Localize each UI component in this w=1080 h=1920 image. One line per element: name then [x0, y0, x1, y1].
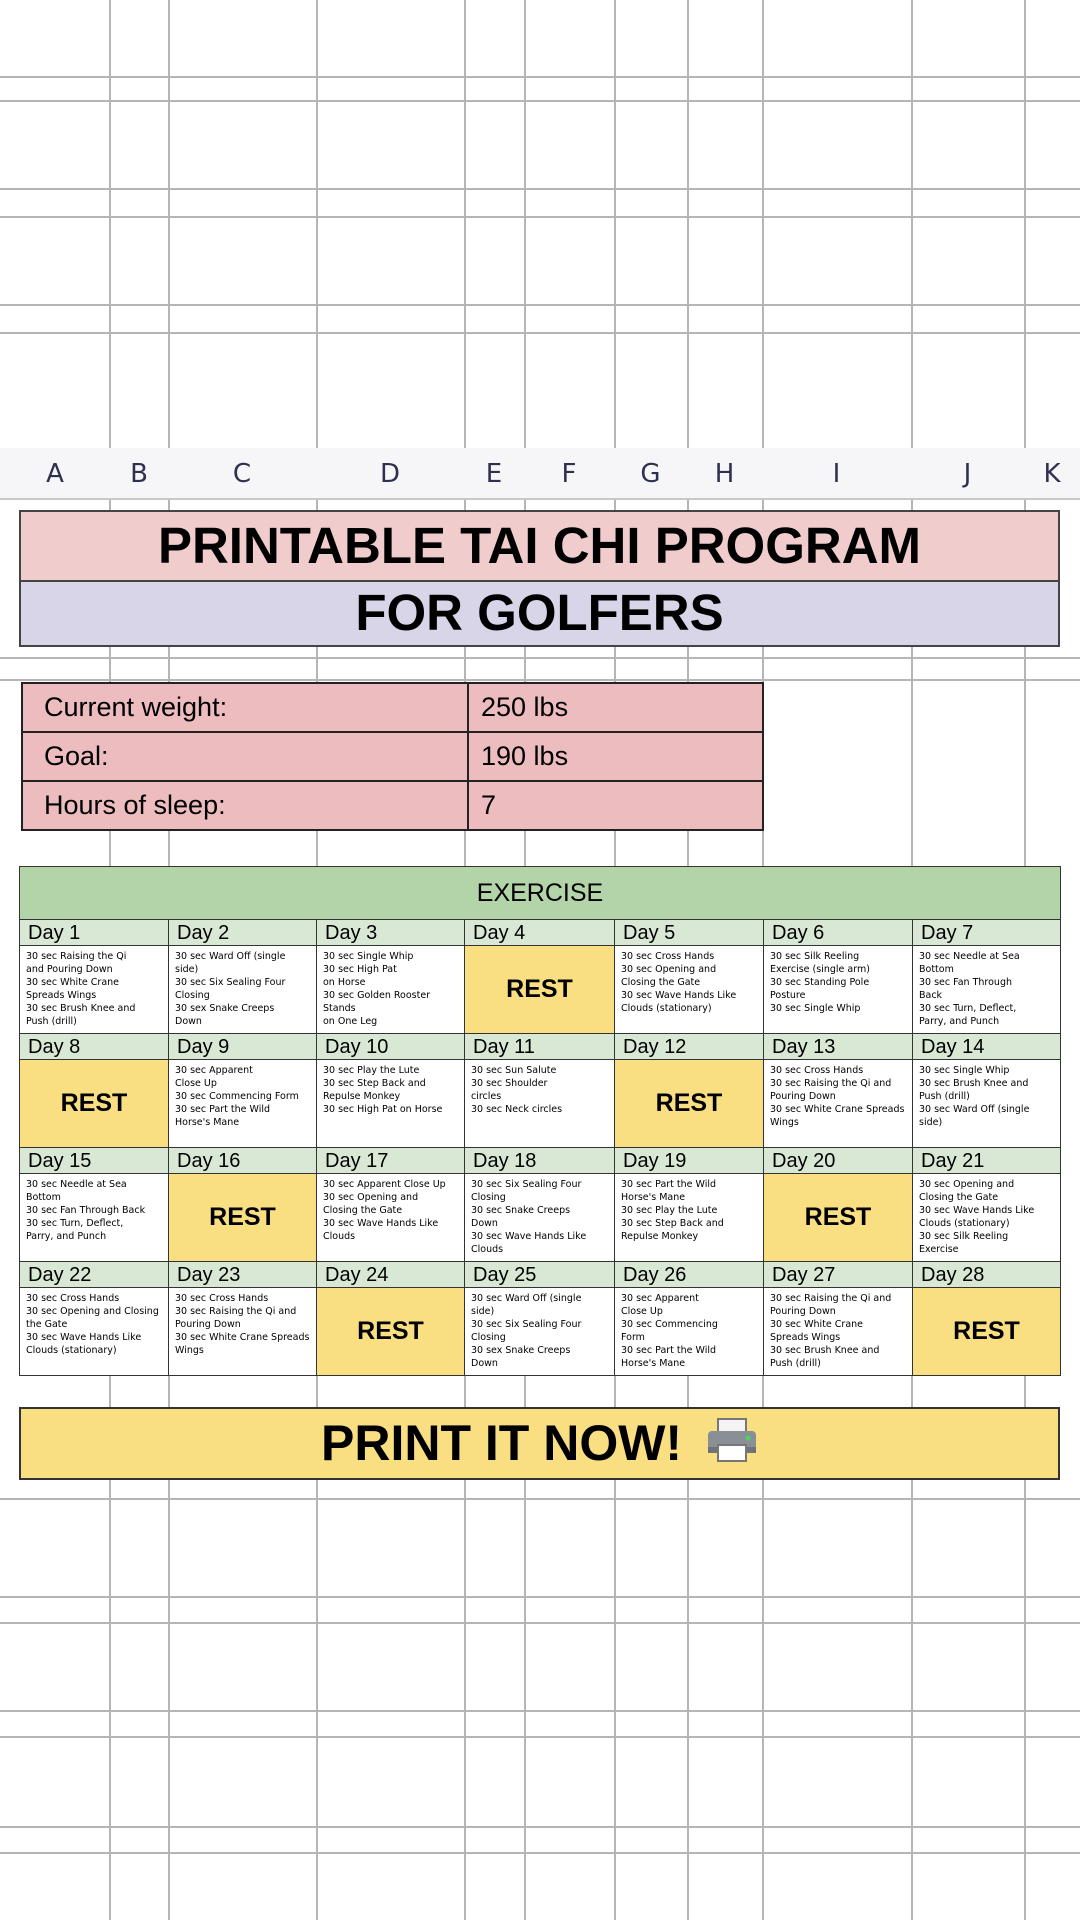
day-label[interactable]: Day 17	[317, 1148, 465, 1174]
exercise-cell[interactable]: 30 sec Apparent Close Up 30 sec Opening and Closing the Gate 30 sec Wave Hands Like Clouds	[317, 1174, 465, 1262]
day-label[interactable]: Day 1	[20, 920, 169, 946]
print-button-label: PRINT IT NOW!	[321, 1415, 683, 1471]
exercise-cell[interactable]: 30 sec Raising the Qi and Pouring Down 30 sec White Crane Spreads Wings 30 sec Brush Knee and Push (drill)	[764, 1288, 913, 1376]
exercise-cell[interactable]: 30 sec Single Whip 30 sec High Pat on Horse 30 sec Golden Rooster Stands on One Leg	[317, 946, 465, 1034]
printer-icon	[706, 1412, 758, 1481]
stat-label-current-weight[interactable]: Current weight:	[22, 683, 468, 732]
exercise-cell[interactable]: 30 sec Ward Off (single side) 30 sec Six Sealing Four Closing 30 sex Snake Creeps Down	[465, 1288, 615, 1376]
stats-row	[22, 683, 763, 732]
exercise-header: EXERCISE	[20, 867, 1061, 920]
rest-day-cell[interactable]: REST	[615, 1060, 764, 1148]
exercise-cell[interactable]: 30 sec Sun Salute 30 sec Shoulder circles 30 sec Neck circles	[465, 1060, 615, 1148]
day-label[interactable]: Day 25	[465, 1262, 615, 1288]
print-button[interactable]	[19, 1407, 1060, 1480]
exercise-cell[interactable]: 30 sec Raising the Qi and Pouring Down 30 sec White Crane Spreads Wings 30 sec Brush Knee and Push (drill)	[20, 946, 169, 1034]
stat-value-hours-of-sleep[interactable]: 7	[468, 781, 763, 830]
rest-day-cell[interactable]: REST	[764, 1174, 913, 1262]
day-label[interactable]: Day 14	[913, 1034, 1061, 1060]
column-header-j[interactable]: J	[963, 459, 972, 489]
day-label[interactable]: Day 15	[20, 1148, 169, 1174]
stats-row	[22, 781, 763, 830]
exercise-cell[interactable]: 30 sec Needle at Sea Bottom 30 sec Fan Through Back 30 sec Turn, Deflect, Parry, and Punch	[913, 946, 1061, 1034]
column-header-f[interactable]: F	[561, 459, 577, 489]
stats-row	[22, 732, 763, 781]
exercise-program-table	[19, 866, 1061, 1376]
rest-day-cell[interactable]: REST	[913, 1288, 1061, 1376]
exercise-cell[interactable]: 30 sec Needle at Sea Bottom 30 sec Fan Through Back 30 sec Turn, Deflect, Parry, and Punch	[20, 1174, 169, 1262]
day-label[interactable]: Day 23	[169, 1262, 317, 1288]
exercise-cell[interactable]: 30 sec Silk Reeling Exercise (single arm) 30 sec Standing Pole Posture 30 sec Single Whip	[764, 946, 913, 1034]
stat-label-hours-of-sleep[interactable]: Hours of sleep:	[22, 781, 468, 830]
column-header-bar	[0, 448, 1080, 500]
day-label[interactable]: Day 24	[317, 1262, 465, 1288]
day-header-row	[20, 1034, 1061, 1060]
day-label[interactable]: Day 3	[317, 920, 465, 946]
stat-value-goal[interactable]: 190 lbs	[468, 732, 763, 781]
rest-day-cell[interactable]: REST	[20, 1060, 169, 1148]
column-header-c[interactable]: C	[232, 459, 252, 489]
day-label[interactable]: Day 22	[20, 1262, 169, 1288]
exercise-cell[interactable]: 30 sec Cross Hands 30 sec Raising the Qi and Pouring Down 30 sec White Crane Spreads Wings	[764, 1060, 913, 1148]
day-label[interactable]: Day 7	[913, 920, 1061, 946]
day-label[interactable]: Day 16	[169, 1148, 317, 1174]
day-label[interactable]: Day 13	[764, 1034, 913, 1060]
day-content-row	[20, 1060, 1061, 1148]
day-label[interactable]: Day 2	[169, 920, 317, 946]
day-content-row	[20, 1174, 1061, 1262]
day-label[interactable]: Day 28	[913, 1262, 1061, 1288]
day-label[interactable]: Day 19	[615, 1148, 764, 1174]
day-label[interactable]: Day 9	[169, 1034, 317, 1060]
exercise-cell[interactable]: 30 sec Single Whip 30 sec Brush Knee and Push (drill) 30 sec Ward Off (single side)	[913, 1060, 1061, 1148]
exercise-cell[interactable]: 30 sec Apparent Close Up 30 sec Commencing Form 30 sec Part the Wild Horse's Mane	[169, 1060, 317, 1148]
column-header-d[interactable]: D	[379, 459, 401, 489]
day-content-row	[20, 946, 1061, 1034]
day-header-row	[20, 920, 1061, 946]
column-header-e[interactable]: E	[485, 459, 503, 489]
stat-label-goal[interactable]: Goal:	[22, 732, 468, 781]
day-label[interactable]: Day 20	[764, 1148, 913, 1174]
exercise-cell[interactable]: 30 sec Cross Hands 30 sec Opening and Closing the Gate 30 sec Wave Hands Like Clouds (stationary)	[20, 1288, 169, 1376]
rest-day-cell[interactable]: REST	[317, 1288, 465, 1376]
stat-value-current-weight[interactable]: 250 lbs	[468, 683, 763, 732]
day-content-row	[20, 1288, 1061, 1376]
day-label[interactable]: Day 18	[465, 1148, 615, 1174]
title-line-2: FOR GOLFERS	[19, 580, 1060, 647]
column-header-g[interactable]: G	[640, 459, 661, 489]
column-header-b[interactable]: B	[130, 459, 148, 489]
column-header-h[interactable]: H	[714, 459, 735, 489]
day-label[interactable]: Day 21	[913, 1148, 1061, 1174]
column-header-a[interactable]: A	[46, 459, 64, 489]
column-header-i[interactable]: I	[832, 459, 841, 489]
rest-day-cell[interactable]: REST	[465, 946, 615, 1034]
day-label[interactable]: Day 8	[20, 1034, 169, 1060]
day-label[interactable]: Day 4	[465, 920, 615, 946]
title-line-1: PRINTABLE TAI CHI PROGRAM	[19, 510, 1060, 582]
day-label[interactable]: Day 10	[317, 1034, 465, 1060]
day-header-row	[20, 1262, 1061, 1288]
exercise-cell[interactable]: 30 sec Cross Hands 30 sec Opening and Closing the Gate 30 sec Wave Hands Like Clouds (stationary)	[615, 946, 764, 1034]
day-label[interactable]: Day 26	[615, 1262, 764, 1288]
day-label[interactable]: Day 27	[764, 1262, 913, 1288]
exercise-cell[interactable]: 30 sec Play the Lute 30 sec Step Back and Repulse Monkey 30 sec High Pat on Horse	[317, 1060, 465, 1148]
rest-day-cell[interactable]: REST	[169, 1174, 317, 1262]
exercise-cell[interactable]: 30 sec Opening and Closing the Gate 30 sec Wave Hands Like Clouds (stationary) 30 sec Silk Reeling Exercise	[913, 1174, 1061, 1262]
column-header-k[interactable]: K	[1043, 459, 1061, 489]
exercise-cell[interactable]: 30 sec Cross Hands 30 sec Raising the Qi and Pouring Down 30 sec White Crane Spreads Wings	[169, 1288, 317, 1376]
day-header-row	[20, 1148, 1061, 1174]
exercise-cell[interactable]: 30 sec Apparent Close Up 30 sec Commencing Form 30 sec Part the Wild Horse's Mane	[615, 1288, 764, 1376]
exercise-cell[interactable]: 30 sec Part the Wild Horse's Mane 30 sec Play the Lute 30 sec Step Back and Repulse Monkey	[615, 1174, 764, 1262]
day-label[interactable]: Day 5	[615, 920, 764, 946]
exercise-cell[interactable]: 30 sec Ward Off (single side) 30 sec Six Sealing Four Closing 30 sex Snake Creeps Down	[169, 946, 317, 1034]
weeks-body	[20, 920, 1061, 1376]
day-label[interactable]: Day 12	[615, 1034, 764, 1060]
stats-table	[21, 682, 764, 831]
exercise-cell[interactable]: 30 sec Six Sealing Four Closing 30 sec Snake Creeps Down 30 sec Wave Hands Like Clouds	[465, 1174, 615, 1262]
day-label[interactable]: Day 11	[465, 1034, 615, 1060]
day-label[interactable]: Day 6	[764, 920, 913, 946]
